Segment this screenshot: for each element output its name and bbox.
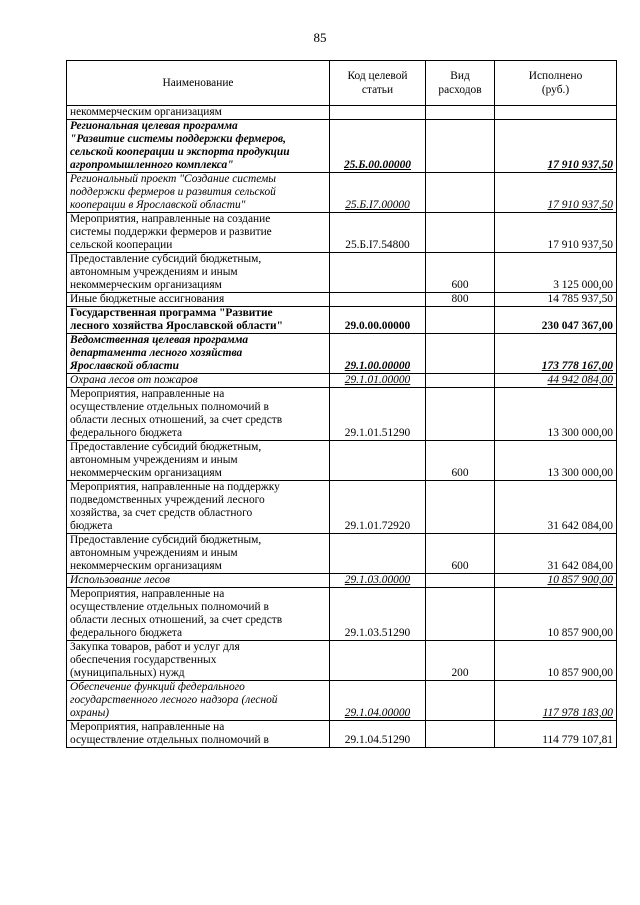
table-row — [67, 374, 617, 388]
cell-code — [330, 441, 426, 481]
table-row — [67, 106, 617, 120]
cell-code: 29.0.00.00000 — [330, 307, 426, 334]
cell-name: некоммерческим организациям — [67, 106, 330, 120]
cell-amount: 17 910 937,50 — [495, 120, 617, 173]
cell-name: Мероприятия, направленные на осуществление отдельных полномочий в — [67, 721, 330, 748]
cell-expense-type — [426, 388, 495, 441]
cell-amount: 31 642 084,00 — [495, 481, 617, 534]
cell-name: Обеспечение функций федерального государственного лесного надзора (лесной охраны) — [67, 681, 330, 721]
cell-expense-type — [426, 307, 495, 334]
cell-amount: 31 642 084,00 — [495, 534, 617, 574]
cell-amount: 13 300 000,00 — [495, 441, 617, 481]
cell-code — [330, 534, 426, 574]
cell-code — [330, 641, 426, 681]
cell-expense-type: 600 — [426, 253, 495, 293]
cell-name: Закупка товаров, работ и услуг для обеспечения государственных (муниципальных) нужд — [67, 641, 330, 681]
cell-expense-type — [426, 334, 495, 374]
cell-code: 29.1.04.51290 — [330, 721, 426, 748]
cell-expense-type — [426, 106, 495, 120]
cell-expense-type: 600 — [426, 441, 495, 481]
cell-amount: 10 857 900,00 — [495, 588, 617, 641]
cell-code: 25.Б.00.00000 — [330, 120, 426, 173]
cell-code: 29.1.01.51290 — [330, 388, 426, 441]
header-code: Код целевой статьи — [330, 61, 426, 106]
cell-amount — [495, 106, 617, 120]
cell-code: 25.Б.I7.54800 — [330, 213, 426, 253]
cell-name: Мероприятия, направленные на создание системы поддержки фермеров и развитие сельской кооперации — [67, 213, 330, 253]
table-row — [67, 681, 617, 721]
cell-code: 29.1.04.00000 — [330, 681, 426, 721]
cell-amount: 44 942 084,00 — [495, 374, 617, 388]
cell-expense-type — [426, 681, 495, 721]
cell-code — [330, 293, 426, 307]
cell-amount: 117 978 183,00 — [495, 681, 617, 721]
cell-name: Предоставление субсидий бюджетным, автономным учреждениям и иным некоммерческим организациям — [67, 534, 330, 574]
cell-expense-type — [426, 213, 495, 253]
cell-amount: 13 300 000,00 — [495, 388, 617, 441]
cell-code: 29.1.01.00000 — [330, 374, 426, 388]
table-row — [67, 721, 617, 748]
cell-code: 29.1.03.00000 — [330, 574, 426, 588]
cell-amount: 114 779 107,81 — [495, 721, 617, 748]
table-row — [67, 213, 617, 253]
cell-code: 29.1.03.51290 — [330, 588, 426, 641]
table-row — [67, 253, 617, 293]
cell-amount: 230 047 367,00 — [495, 307, 617, 334]
cell-amount: 17 910 937,50 — [495, 213, 617, 253]
header-type: Вид расходов — [426, 61, 495, 106]
cell-name: Региональная целевая программа "Развитие системы поддержки фермеров, сельской кооперации и экспорта продукции агропромышленного комплекса" — [67, 120, 330, 173]
cell-expense-type — [426, 120, 495, 173]
cell-expense-type — [426, 588, 495, 641]
cell-name: Мероприятия, направленные на поддержку подведомственных учреждений лесного хозяйства, за счет средств областного бюджета — [67, 481, 330, 534]
table-row — [67, 481, 617, 534]
cell-code — [330, 253, 426, 293]
cell-expense-type: 800 — [426, 293, 495, 307]
cell-code — [330, 106, 426, 120]
cell-expense-type — [426, 721, 495, 748]
header-name: Наименование — [67, 61, 330, 106]
cell-amount: 173 778 167,00 — [495, 334, 617, 374]
table-row — [67, 293, 617, 307]
cell-code: 25.Б.I7.00000 — [330, 173, 426, 213]
budget-execution-table — [66, 60, 617, 748]
cell-code: 29.1.01.72920 — [330, 481, 426, 534]
table-row — [67, 588, 617, 641]
table-row — [67, 441, 617, 481]
cell-name: Региональный проект "Создание системы поддержки фермеров и развития сельской кооперации в Ярославской области" — [67, 173, 330, 213]
cell-name: Ведомственная целевая программа департамента лесного хозяйства Ярославской области — [67, 334, 330, 374]
cell-amount: 17 910 937,50 — [495, 173, 617, 213]
cell-name: Предоставление субсидий бюджетным, автономным учреждениям и иным некоммерческим организациям — [67, 441, 330, 481]
cell-expense-type: 600 — [426, 534, 495, 574]
cell-name: Предоставление субсидий бюджетным, автономным учреждениям и иным некоммерческим организациям — [67, 253, 330, 293]
table-header-row — [67, 61, 617, 106]
cell-name: Охрана лесов от пожаров — [67, 374, 330, 388]
cell-expense-type: 200 — [426, 641, 495, 681]
cell-name: Иные бюджетные ассигнования — [67, 293, 330, 307]
cell-name: Государственная программа "Развитие лесного хозяйства Ярославской области" — [67, 307, 330, 334]
cell-name: Использование лесов — [67, 574, 330, 588]
table-row — [67, 173, 617, 213]
page-number: 85 — [313, 30, 327, 45]
table-row — [67, 534, 617, 574]
cell-name: Мероприятия, направленные на осуществление отдельных полномочий в области лесных отношений, за счет средств федерального бюджета — [67, 588, 330, 641]
cell-amount: 10 857 900,00 — [495, 574, 617, 588]
table-row — [67, 120, 617, 173]
cell-expense-type — [426, 481, 495, 534]
cell-amount: 14 785 937,50 — [495, 293, 617, 307]
table-row — [67, 334, 617, 374]
header-amount: Исполнено (руб.) — [495, 61, 617, 106]
table-row — [67, 307, 617, 334]
cell-code: 29.1.00.00000 — [330, 334, 426, 374]
cell-expense-type — [426, 374, 495, 388]
cell-amount: 10 857 900,00 — [495, 641, 617, 681]
table-body — [67, 106, 617, 748]
table-row — [67, 641, 617, 681]
cell-amount: 3 125 000,00 — [495, 253, 617, 293]
cell-expense-type — [426, 173, 495, 213]
cell-name: Мероприятия, направленные на осуществление отдельных полномочий в области лесных отношений, за счет средств федерального бюджета — [67, 388, 330, 441]
table-row — [67, 574, 617, 588]
table-row — [67, 388, 617, 441]
cell-expense-type — [426, 574, 495, 588]
